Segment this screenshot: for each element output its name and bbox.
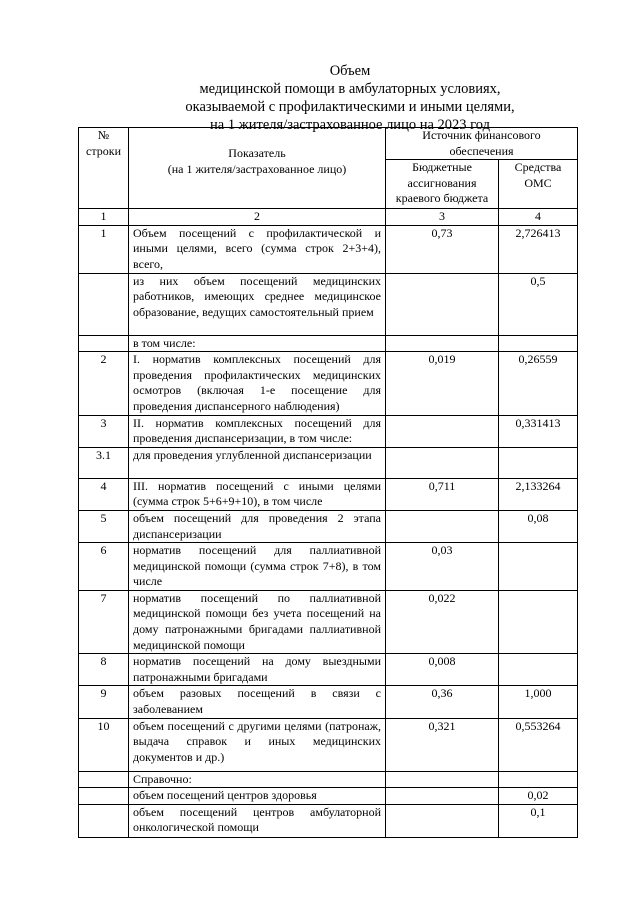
row-number: 5 — [79, 510, 129, 542]
row-indicator: I. норматив комплексных посещений для проведения профилактических медицинских осмотров (включая 1-е посещение для проведения диспансерного наблюдения) — [129, 352, 386, 415]
row-indicator: норматив посещений по паллиативной медицинской помощи без учета посещений на дому патронажными бригадами паллиативной медицинской помощи — [129, 590, 386, 653]
row-number — [79, 335, 129, 352]
table-row — [79, 788, 578, 805]
row-oms-value: 2,133264 — [499, 478, 578, 510]
table-row — [79, 654, 578, 686]
row-number — [79, 788, 129, 805]
row-budget-value: 0,711 — [386, 478, 499, 510]
row-number: 6 — [79, 543, 129, 591]
row-indicator: норматив посещений на дому выездными патронажными бригадами — [129, 654, 386, 686]
row-indicator: объем посещений центров амбулаторной онкологической помощи — [129, 804, 386, 837]
row-budget-value: 0,022 — [386, 590, 499, 653]
row-oms-value: 0,1 — [499, 804, 578, 837]
header-indicator-subtitle: (на 1 жителя/застрахованное лицо) — [167, 161, 347, 176]
row-oms-value — [499, 447, 578, 478]
row-budget-value: 0,03 — [386, 543, 499, 591]
row-oms-value: 0,26559 — [499, 352, 578, 415]
title-line-4: на 1 жителя/застрахованное лицо на 2023 год — [210, 117, 490, 133]
row-budget-value: 0,019 — [386, 352, 499, 415]
header-col-1: 1 — [79, 209, 129, 226]
row-oms-value: 1,000 — [499, 686, 578, 718]
row-budget-value — [386, 788, 499, 805]
row-indicator: объем разовых посещений в связи с заболеванием — [129, 686, 386, 718]
header-indicator — [129, 128, 386, 209]
row-indicator: норматив посещений для паллиативной медицинской помощи (сумма строк 7+8), в том числе — [129, 543, 386, 591]
title-line-1: Объем — [329, 63, 371, 79]
row-number: 10 — [79, 718, 129, 771]
row-budget-value — [386, 447, 499, 478]
row-indicator: объем посещений для проведения 2 этапа диспансеризации — [129, 510, 386, 542]
row-oms-value: 0,553264 — [499, 718, 578, 771]
row-oms-value: 0,5 — [499, 273, 578, 335]
row-oms-value — [499, 654, 578, 686]
row-indicator: Справочно: — [129, 771, 386, 788]
row-budget-value: 0,008 — [386, 654, 499, 686]
table-row — [79, 771, 578, 788]
row-oms-value: 2,726413 — [499, 225, 578, 273]
row-oms-value: 0,08 — [499, 510, 578, 542]
row-indicator: II. норматив комплексных посещений для проведения диспансеризации, в том числе: — [129, 415, 386, 447]
row-oms-value: 0,02 — [499, 788, 578, 805]
table-row — [79, 718, 578, 771]
table-row — [79, 447, 578, 478]
row-indicator: в том числе: — [129, 335, 386, 352]
document-title — [150, 62, 550, 134]
row-indicator: объем посещений центров здоровья — [129, 788, 386, 805]
header-col-2: 2 — [129, 209, 386, 226]
row-oms-value — [499, 771, 578, 788]
header-col-3: 3 — [386, 209, 499, 226]
header-budget: Бюджетные ассигнования краевого бюджета — [386, 160, 499, 209]
table-row — [79, 415, 578, 447]
table-row — [79, 543, 578, 591]
row-oms-value — [499, 543, 578, 591]
header-oms: Средства ОМС — [499, 160, 578, 209]
row-indicator: для проведения углубленной диспансеризации — [129, 447, 386, 478]
volume-table — [78, 127, 578, 838]
row-oms-value: 0,331413 — [499, 415, 578, 447]
row-budget-value — [386, 335, 499, 352]
table-row — [79, 510, 578, 542]
row-number — [79, 273, 129, 335]
row-indicator: объем посещений с другими целями (патронаж, выдача справок и иных медицинских документов и др.) — [129, 718, 386, 771]
header-indicator-title: Показатель — [228, 146, 286, 160]
table-row — [79, 686, 578, 718]
header-row-number: № строки — [79, 128, 129, 209]
row-oms-value — [499, 335, 578, 352]
row-number — [79, 804, 129, 837]
table-row — [79, 804, 578, 837]
row-budget-value: 0,321 — [386, 718, 499, 771]
row-oms-value — [499, 590, 578, 653]
row-budget-value: 0,36 — [386, 686, 499, 718]
table-row — [79, 335, 578, 352]
row-number: 3.1 — [79, 447, 129, 478]
row-number: 3 — [79, 415, 129, 447]
header-funding-source: Источник финансового обеспечения — [386, 128, 578, 160]
row-budget-value — [386, 510, 499, 542]
row-indicator: Объем посещений с профилактической и иными целями, всего (сумма строк 2+3+4), всего, — [129, 225, 386, 273]
title-line-2: медицинской помощи в амбулаторных условиях, — [199, 81, 501, 97]
row-number — [79, 771, 129, 788]
row-number: 4 — [79, 478, 129, 510]
row-budget-value — [386, 273, 499, 335]
header-col-4: 4 — [499, 209, 578, 226]
table-row — [79, 273, 578, 335]
table-row — [79, 352, 578, 415]
row-number: 1 — [79, 225, 129, 273]
row-number: 7 — [79, 590, 129, 653]
row-budget-value — [386, 415, 499, 447]
title-line-3: оказываемой с профилактическими и иными целями, — [185, 99, 515, 115]
row-budget-value — [386, 771, 499, 788]
table-row — [79, 590, 578, 653]
table-row — [79, 478, 578, 510]
table-row — [79, 225, 578, 273]
row-budget-value: 0,73 — [386, 225, 499, 273]
row-number: 2 — [79, 352, 129, 415]
row-indicator: III. норматив посещений с иными целями (сумма строк 5+6+9+10), в том числе — [129, 478, 386, 510]
row-indicator: из них объем посещений медицинских работников, имеющих среднее медицинское образование, ведущих самостоятельный прием — [129, 273, 386, 335]
row-number: 9 — [79, 686, 129, 718]
row-budget-value — [386, 804, 499, 837]
row-number: 8 — [79, 654, 129, 686]
